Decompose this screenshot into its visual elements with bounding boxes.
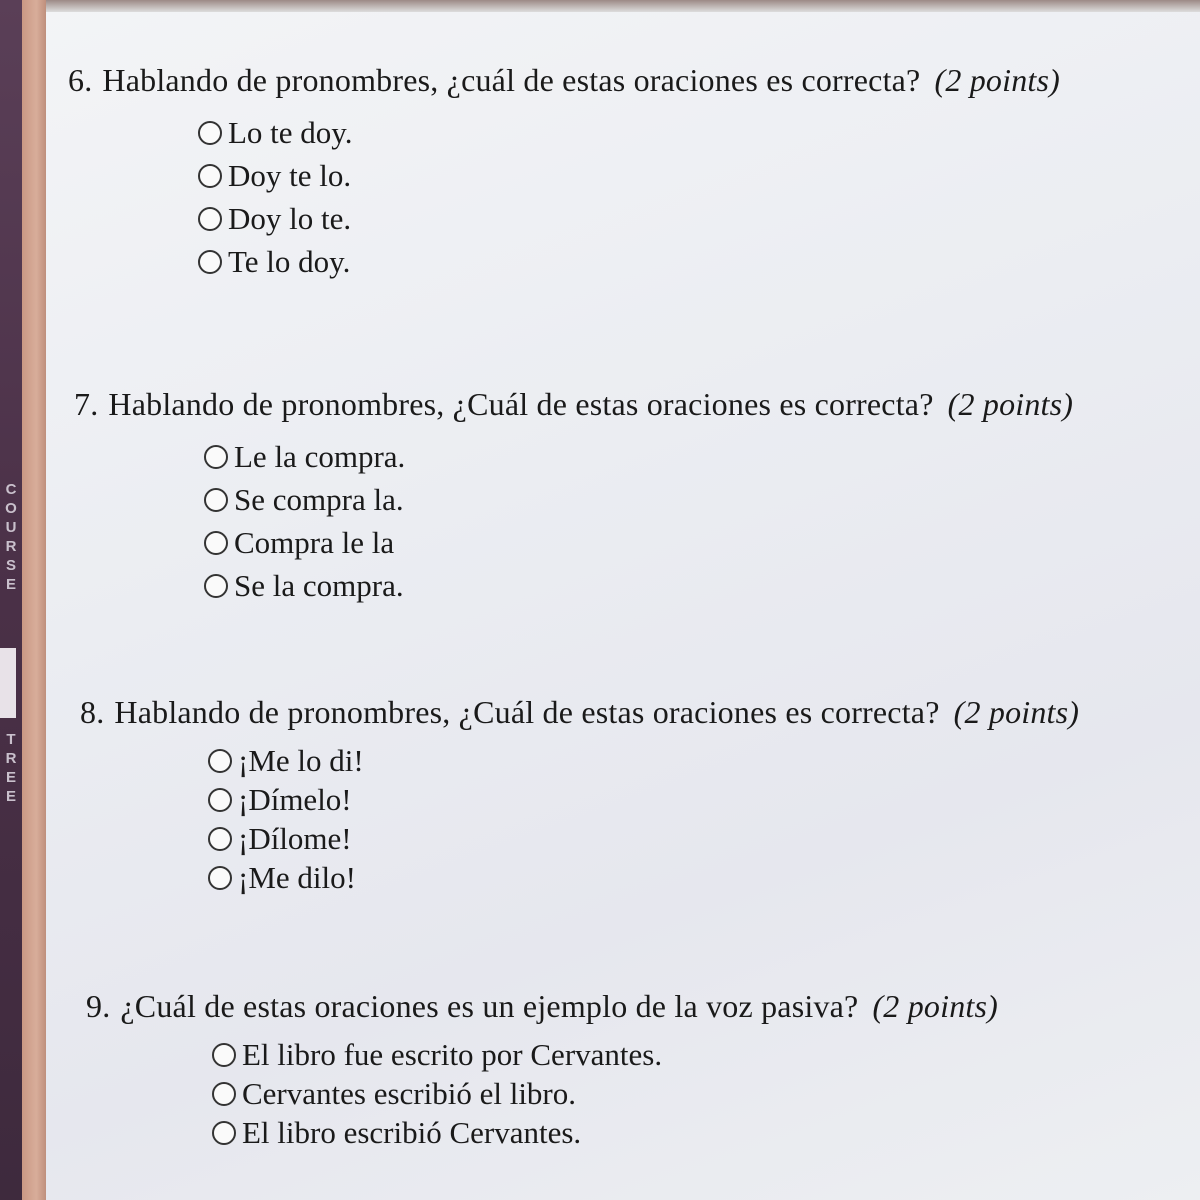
- question-number: 7.: [74, 386, 99, 422]
- question-points: (2 points): [934, 62, 1061, 98]
- sidebar-letter: C: [5, 481, 17, 498]
- question-6: [68, 62, 1060, 283]
- answer-option[interactable]: [208, 858, 1079, 897]
- question-points: (2 points): [947, 386, 1074, 422]
- radio-button[interactable]: [198, 164, 222, 188]
- answer-option[interactable]: [198, 154, 1060, 197]
- option-label: ¡Dímelo!: [238, 781, 352, 817]
- answer-option[interactable]: [212, 1113, 998, 1152]
- radio-button[interactable]: [204, 488, 228, 512]
- option-label: Te lo doy.: [228, 243, 351, 279]
- option-label: Se compra la.: [234, 481, 404, 517]
- sidebar-marker: [0, 648, 16, 718]
- question-text: Hablando de pronombres, ¿cuál de estas oraciones es correcta?: [102, 62, 921, 98]
- sidebar-letter: R: [5, 750, 17, 767]
- question-points: (2 points): [872, 988, 998, 1024]
- answer-option[interactable]: [212, 1035, 998, 1074]
- question-8: [80, 694, 1079, 897]
- option-label: Se la compra.: [234, 567, 404, 603]
- question-number: 8.: [80, 694, 105, 730]
- radio-button[interactable]: [208, 788, 232, 812]
- sidebar-letter: E: [5, 576, 16, 593]
- radio-button[interactable]: [198, 121, 222, 145]
- radio-button[interactable]: [204, 531, 228, 555]
- question-prompt: [68, 62, 1060, 99]
- answer-option[interactable]: [212, 1074, 998, 1113]
- radio-button[interactable]: [212, 1082, 236, 1106]
- sidebar-label-course: [0, 480, 22, 594]
- radio-button[interactable]: [212, 1121, 236, 1145]
- answer-option[interactable]: [198, 197, 1060, 240]
- sidebar-letter: U: [5, 519, 17, 536]
- sidebar-letter: E: [5, 788, 16, 805]
- option-label: ¡Dílome!: [238, 820, 352, 856]
- question-prompt: [86, 988, 998, 1025]
- option-label: Le la compra.: [234, 438, 406, 474]
- answer-option[interactable]: [208, 741, 1079, 780]
- answer-option[interactable]: [208, 780, 1079, 819]
- answer-option[interactable]: [204, 521, 1073, 564]
- sidebar-letter: S: [5, 557, 16, 574]
- sidebar-letter: O: [5, 500, 17, 517]
- question-9: [86, 988, 998, 1152]
- answer-options: [198, 111, 1060, 283]
- option-label: Doy te lo.: [228, 157, 352, 193]
- question-points: (2 points): [953, 694, 1080, 730]
- option-label: ¡Me lo di!: [238, 742, 364, 778]
- answer-option[interactable]: [208, 819, 1079, 858]
- answer-option[interactable]: [204, 564, 1073, 607]
- option-label: Compra le la: [234, 524, 395, 560]
- option-label: El libro fue escrito por Cervantes.: [242, 1036, 663, 1072]
- answer-options: [204, 435, 1073, 607]
- radio-button[interactable]: [204, 574, 228, 598]
- radio-button[interactable]: [204, 445, 228, 469]
- answer-options: [208, 741, 1079, 897]
- question-text: Hablando de pronombres, ¿Cuál de estas oraciones es correcta?: [108, 386, 934, 422]
- radio-button[interactable]: [198, 250, 222, 274]
- radio-button[interactable]: [208, 827, 232, 851]
- sidebar-letter: E: [5, 769, 16, 786]
- question-text: ¿Cuál de estas oraciones es un ejemplo de la voz pasiva?: [120, 988, 859, 1024]
- window-frame: [22, 0, 46, 1200]
- quiz-page: [46, 0, 1200, 1200]
- radio-button[interactable]: [208, 866, 232, 890]
- option-label: Lo te doy.: [228, 114, 353, 150]
- question-7: [74, 386, 1073, 607]
- page-top-edge: [46, 0, 1200, 12]
- option-label: Cervantes escribió el libro.: [242, 1075, 577, 1111]
- sidebar-letter: T: [6, 731, 16, 748]
- sidebar-letter: R: [5, 538, 17, 555]
- answer-option[interactable]: [198, 111, 1060, 154]
- question-prompt: [80, 694, 1079, 731]
- radio-button[interactable]: [208, 749, 232, 773]
- sidebar-label-tree: [0, 730, 22, 806]
- answer-option[interactable]: [204, 478, 1073, 521]
- radio-button[interactable]: [212, 1043, 236, 1067]
- option-label: El libro escribió Cervantes.: [242, 1114, 582, 1150]
- question-prompt: [74, 386, 1073, 423]
- radio-button[interactable]: [198, 207, 222, 231]
- option-label: Doy lo te.: [228, 200, 352, 236]
- answer-option[interactable]: [204, 435, 1073, 478]
- option-label: ¡Me dilo!: [238, 859, 356, 895]
- side-strip: [0, 0, 22, 1200]
- question-number: 9.: [86, 988, 111, 1024]
- answer-option[interactable]: [198, 240, 1060, 283]
- question-text: Hablando de pronombres, ¿Cuál de estas oraciones es correcta?: [114, 694, 940, 730]
- question-number: 6.: [68, 62, 93, 98]
- answer-options: [212, 1035, 998, 1152]
